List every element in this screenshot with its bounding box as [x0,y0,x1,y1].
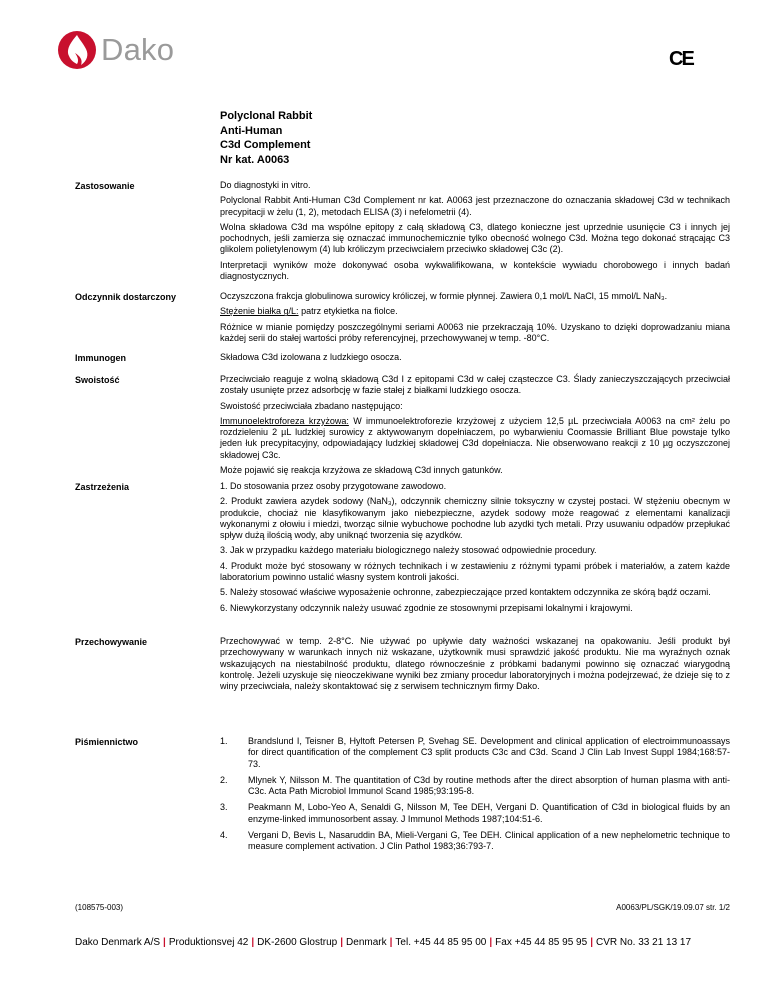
list-item: 1. Do stosowania przez osoby przygotowane zawodowo. [220,481,447,491]
paragraph: Składowa C3d izolowana z ludzkiego osocza. [220,352,402,362]
reference-number: 2. [220,774,228,785]
dako-logo-icon [56,30,98,70]
list-item: 6. Niewykorzystany odczynnik należy usuwać zgodnie ze stosownymi przepisami lokalnymi i krajowymi. [220,602,633,613]
title-line: C3d Complement [220,139,311,151]
reference-text: Peakmann M, Lobo-Yeo A, Senaldi G, Nilsson M, Tee DEH, Vergani D. Quantification of C3d in biological fluids by an enzyme-linked immunosorbent assay. J Immunol Methods 1987;104:51-6. [248,802,730,824]
text: patrz etykietka na fiolce. [298,306,398,317]
section-label-immunogen: Immunogen [75,353,126,363]
paragraph [220,306,730,317]
footer-separator: | [163,937,166,948]
section-label-pismiennictwo: Piśmiennictwo [75,737,139,747]
section-odczynnik [220,291,730,348]
section-zastrzezenia [220,481,730,618]
section-swoistosc [220,374,730,480]
section-label-zastrzezenia: Zastrzeżenia [75,482,130,492]
footer-company: Dako Denmark A/S [75,937,161,948]
section-label-odczynnik: Odczynnik dostarczony [75,292,177,302]
document-code: (108575-003) [75,903,124,912]
reference-text: Mlynek Y, Nilsson M. The quantitation of C3d by routine methods after the direct absorption of human plasma with anti-C3c. Acta Path Microbiol Immunol Scand 1985;93:195-8. [248,774,730,797]
ce-mark: CE [669,48,693,70]
section-immunogen [220,352,730,367]
logo-text: Dako [101,32,175,67]
section-label-swoistosc: Swoistość [75,375,120,385]
footer-separator: | [389,937,393,948]
reference-number: 4. [220,830,228,841]
reference-item [220,775,730,798]
footer [75,937,691,948]
reference-text: Vergani D, Bevis L, Nasaruddin BA, Mieli-Vergani G, Tee DEH. Clinical application of a new nephelometric technique to measure complement activation. J Clin Pathol 1983;36:793-7. [248,830,730,852]
dako-logo [56,30,174,70]
footer-cvr: CVR No. 33 21 13 17 [596,937,692,948]
paragraph: Swoistość przeciwciała zbadano następująco: [220,400,403,411]
text: W immunoelektroforezie krzyżowej z użyciem 12,5 µL przeciwciała A0063 na cm² żelu po rozdzieleniu 2 µL ludzkiej surowicy z aktywowanym dopełniaczem, po wybarwieniu Coomassie Brilliant Blue powstaje tylko jeden łuk precypitacyjny, odpowiadający ludzkiej składowej C3d dopełniacza. Nie obserwowano reakcji z 10 µg oczyszczonej składowej C3c. [220,415,731,460]
reference-item [220,736,730,770]
underlined-term: Immunoelektroforeza krzyżowa: [220,415,349,426]
footer-city: DK-2600 Glostrup [257,937,338,948]
footer-address: Produktionsvej 42 [168,937,249,948]
reference-number: 1. [220,736,228,746]
list-item: 5. Należy stosować właściwe wyposażenie ochronne, zabezpieczające przed kontaktem odczynnika ze skórą bądź oczami. [220,587,711,598]
footer-fax: Fax +45 44 85 95 95 [495,937,588,948]
footer-separator: | [251,937,255,948]
footer-country: Denmark [346,937,387,948]
title-line: Nr kat. A0063 [220,153,290,166]
section-przechowywanie [220,636,730,696]
paragraph: Oczyszczona frakcja globulinowa surowicy króliczej, w formie płynnej. Zawiera 0,1 mol/L NaCl, 15 mmol/L NaN₃. [220,291,668,301]
paragraph: Przeciwciało reaguje z wolną składową C3d I z epitopami C3d w całej cząsteczce C3. Ślady zanieczyszczających przeciwciał zostały usunięte przez adsorbcję w fazie stałej z białkami ludzkiego osocza. [220,374,730,396]
footer-separator: | [590,937,593,948]
footer-separator: | [489,937,493,948]
reference-item [220,830,730,853]
reference-text: Brandslund I, Teisner B, Hyltoft Petersen P, Svehag SE. Development and clinical application of electroimmunoassays for direct quantification of the complement C3 split products C3c and C3d. Scand J Clin Lab Invest Suppl 1984;168:57-73. [248,736,730,769]
list-item: 2. Produkt zawiera azydek sodowy (NaN₃), odczynnik chemiczny silnie toksyczny w czystej postaci. W stężeniu obecnym w produkcie, chociaż nie klasyfikowanym jako niebezpieczne, azydek sodowy może reagować z elementami kanalizacji wykonanymi z ołowiu i miedzi, tworząc silnie wybuchowe pochodne lub azydki tych metali. Przy usuwaniu odpadów przepłukać spływ dużą ilością wody, aby uniknąć tworzenia się azydków. [220,496,730,541]
paragraph: Może pojawić się reakcja krzyżowa ze składową C3d innych gatunków. [220,465,503,476]
paragraph: Polyclonal Rabbit Anti-Human C3d Complement nr kat. A0063 jest przeznaczone do oznaczania składowej C3d w technikach precypitacji w żelu (1, 2), metodach ELISA (3) i nefelometrii (4). [220,195,730,217]
reference-item [220,802,730,825]
product-title [220,109,312,167]
paragraph [220,416,730,461]
document-reference: A0063/PL/SGK/19.09.07 str. 1/2 [616,903,730,912]
list-item: 3. Jak w przypadku każdego materiału biologicznego należy stosować odpowiednie procedury. [220,545,597,556]
reference-number: 3. [220,802,228,813]
list-item: 4. Produkt może być stosowany w różnych technikach i w zestawieniu z różnymi typami próbek i materiałów, a zatem każde laboratorium powinno ustalić własny system kontroli jakości. [220,560,730,583]
footer-tel: Tel. +45 44 85 95 00 [395,937,487,948]
paragraph: Interpretacji wyników może dokonywać osoba wykwalifikowana, w kontekście wywiadu chorobowego i innych badań diagnostycznych. [220,259,730,282]
section-label-zastosowanie: Zastosowanie [75,181,135,191]
paragraph: Przechowywać w temp. 2-8°C. Nie używać po upływie daty ważności wskazanej na opakowaniu. Jeśli produkt był przechowywany w warunkach innych niż wskazane, użytkownik musi sprawdzić jakość produktu. Nie ma wyraźnych oznak wskazujących na niestabilność produktu, dlatego równocześnie z próbkami badanymi powinno się oznaczać wiarygodną kontrolę. Jeżeli uzyskuje się nieoczekiwane wyniki bez zmiany procedur laboratoryjnych i można podejrzewać, że dzieje się to z winy przeciwciała, należy skontaktować się z serwisem technicznym firmy Dako. [220,636,730,692]
title-line: Anti-Human [220,124,283,137]
title-line: Polyclonal Rabbit [220,110,313,122]
underlined-term: Stężenie białka g/L: [220,306,299,317]
footer-separator: | [340,937,344,948]
section-zastosowanie [220,180,730,286]
paragraph: Wolna składowa C3d ma wspólne epitopy z całą składową C3, dlatego konieczne jest uprzednie usunięcie C3 i innych jej pochodnych, jeśli zamierza się oznaczać immunochemicznie tylko obecność wolnego C3d. Można tego dokonać strącając C3 glikolem polietylenowym (4) lub króliczym przeciwciałem przeciwko składowej C3c (2). [220,221,730,255]
paragraph: Do diagnostyki in vitro. [220,180,311,190]
section-label-przechowywanie: Przechowywanie [75,637,148,647]
paragraph: Różnice w mianie pomiędzy poszczególnymi seriami A0063 nie przekraczają 10%. Uzyskano to dzięki doprowadzaniu miana każdej serii do stałej wartości próby referencyjnej, przechowywanej w temp. -80°C. [220,321,730,343]
reference-list [220,736,730,858]
